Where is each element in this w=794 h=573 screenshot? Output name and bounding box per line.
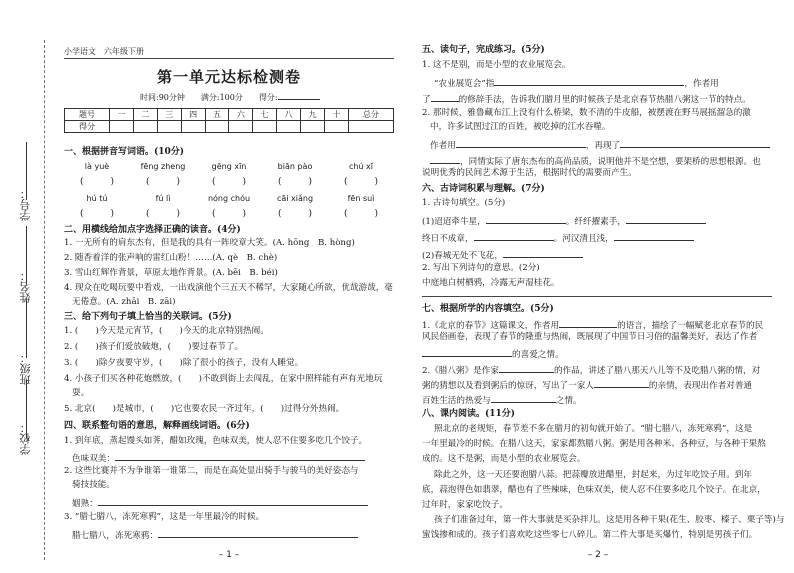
section-8-heading: 八、课内阅读。(11分) (422, 409, 516, 419)
section-3-heading: 三、给下列句子填上恰当的关联词。(5分) (64, 312, 232, 322)
q3-1: 1. ( )今天是元宵节，( )今天的北京特别热闹。 (64, 326, 269, 336)
section-1-heading: 一、根据拼音写词语。(10分) (64, 147, 185, 157)
section-6-heading: 六、古诗词积累与理解。(7分) (422, 184, 545, 194)
q3-4: 4. 小孩子们买各种花炮燃放，( )不敢到街上去闯乱，在家中照样能有声有光地玩 (64, 374, 383, 384)
pinyin-text: biān pào (277, 162, 313, 171)
q5-1-fill[interactable]: “农业展览会”指 ，作者用 (434, 76, 719, 90)
q6-1-line-3[interactable]: (2)春城无处不飞花， (422, 248, 583, 262)
pinyin-text: fēng zheng (140, 162, 186, 171)
q5-2-cont-2: 说明优秀的民间艺术源于生活，根据时代的需要而产生。 (422, 168, 637, 178)
reading-line-5: 底，蒜泡得色如翡翠，醋也有了些辣味，色味双美，使人忍不住要多吃几个饺子。在北京， (422, 485, 766, 495)
pinyin-text: nóng chóu (207, 194, 251, 203)
score-header-cell: 二 (133, 109, 157, 121)
q6-2-poem: 中庭地白树栖鸦，冷露无声湿桂花。 (422, 278, 560, 288)
q2-2: 2. 随香着洋的张声响的雷红山粉！……(A. qè B. chè) (64, 253, 278, 263)
name-label: 姓名： (19, 270, 32, 303)
pinyin-text: fú lì (155, 194, 171, 203)
q6-1: 1. 古诗句填空。(5分) (422, 198, 506, 208)
class-line (26, 300, 27, 358)
q2-3: 3. 雪山红辉作背景，草原太地作背景。(A. bēi B. béi) (64, 268, 278, 278)
pinyin-item[interactable] (196, 194, 262, 219)
q6-2-answer-line[interactable] (422, 296, 772, 297)
section-5-heading: 五、读句子，完成练习。(5分) (422, 45, 545, 55)
name-line (26, 226, 27, 284)
pinyin-text: gēng xīn (211, 162, 247, 171)
reading-line-2: 一年里最冷的时候。在腊八这天，家家都熬腊八粥。粥是用各种米、各种豆，与各种干果熬 (422, 439, 766, 449)
q6-1-line-1[interactable]: (1)迢迢牵牛星， 。纤纤擢素手， (422, 214, 706, 228)
score-header-cell: 四 (181, 109, 205, 121)
score-header-cell: 七 (253, 109, 277, 121)
reading-line-4: 除此之外，这一天还要泡腊八蒜。把蒜瓣放进醋里，封起来，为过年吃饺子用。到年 (434, 470, 752, 480)
pinyin-item[interactable] (64, 162, 130, 187)
score-table (64, 108, 394, 133)
score-cell[interactable] (253, 121, 277, 133)
pinyin-item[interactable] (196, 162, 262, 187)
reading-line-3: 成的。这不是粥，而是小型的农业展览会。 (422, 454, 586, 464)
pinyin-text: chú xī (348, 162, 374, 171)
score-cell[interactable] (277, 121, 301, 133)
pinyin-item[interactable] (130, 162, 196, 187)
cut-line (44, 40, 45, 560)
score-cell[interactable] (205, 121, 229, 133)
q4-2: 2. 这些比赛并不为争谁第一谁第二，而是在高处显出骑手与骏马的美好姿态与 (64, 466, 359, 476)
reading-line-8: 蜜饯掺和成的。孩子们喜欢吃这些零七八碎儿。第二件大事是买爆竹，特别是男孩子们。 (422, 530, 758, 540)
answer-box[interactable]: ( ) (343, 209, 379, 219)
score-header-cell: 三 (157, 109, 181, 121)
answer-box[interactable]: ( ) (277, 209, 313, 219)
pinyin-text: fēn suì (347, 194, 375, 203)
score-header-cell: 九 (301, 109, 325, 121)
q3-5: 5. 北京( )是城市，( )它也要农民一齐过年，( )过得分外热闹。 (64, 404, 345, 414)
pinyin-text: hú tú (86, 194, 108, 203)
score-header-cell: 十 (324, 109, 348, 121)
answer-box[interactable]: ( ) (145, 177, 181, 187)
q4-1: 1. 到年底，蒸起馒头如荠，醋如玫瑰，色味双美，使人忍不住要多吃几个饺子。 (64, 436, 368, 446)
q7-1-fill[interactable]: 的喜爱之情。 (422, 347, 564, 361)
header-rule (64, 58, 394, 59)
q3-3: 3. ( )除夕夜要守岁，( )除了很小的孩子，没有人睡觉。 (64, 358, 304, 368)
exam-meta: 时间:90分钟 满分:100分 得分: (140, 90, 320, 103)
score-header-cell: 题号 (65, 109, 110, 121)
q7-2[interactable]: 2.《腊八粥》是作家 的作品，讲述了腊八那天八儿等不及吃腊八粥的情，对 (422, 363, 760, 377)
score-header-cell: 八 (277, 109, 301, 121)
q6-1-line-2[interactable]: 终日不成章， 。河汉清且浅， (422, 231, 694, 245)
q2-4: 4. 现众在吃喝玩要中看戏，一出戏演他个三五天不稀罕，大家随心所欲，优哉游哉，毫 (64, 283, 393, 293)
section-2-heading: 二、用横线给加点字选择正确的读音。(4分) (64, 225, 241, 235)
exam-title: 第一单元达标检测卷 (156, 68, 301, 86)
pinyin-text: cāi xiǎng (276, 194, 314, 203)
score-cell[interactable] (110, 121, 134, 133)
score-header-cell: 六 (229, 109, 253, 121)
answer-box[interactable]: ( ) (145, 209, 181, 219)
q5-1-fill-2[interactable]: 了 的修辞手法，告诉我们腊月里的时候孩子是北京春节热腊八粥这一节的特点。 (422, 92, 751, 106)
answer-box[interactable]: ( ) (277, 177, 313, 187)
q5-2-fill[interactable]: 作者用 ，再现了 (430, 138, 770, 152)
reading-line-1: 照北京的老规矩，春节差不多在腊月的初旬就开始了。“腊七腊八，冻死寒鸦”，这是 (434, 424, 753, 434)
page-header: 小学语文 六年级下册 (64, 47, 144, 56)
score-header-cell: 一 (110, 109, 134, 121)
q5-1: 1. 这不是别，而是小型的农业展览会。 (422, 60, 571, 70)
section-4-heading: 四、联系整句语的意思，解释画线词语。(6分) (64, 421, 250, 431)
pinyin-item[interactable] (328, 194, 394, 219)
q7-1[interactable]: 1.《北京的春节》这篇课文，作者用 的语言，描绘了一幅赋老北京春节的民 (422, 318, 763, 332)
pinyin-item[interactable] (328, 162, 394, 187)
pinyin-text: là yuè (84, 162, 110, 171)
page-number-2: – 2 – (587, 550, 609, 560)
score-cell[interactable] (348, 121, 393, 133)
score-cell[interactable] (229, 121, 253, 133)
q3-2: 2. ( )孩子们爱放破炮，( )要过春节了。 (64, 342, 244, 352)
answer-box[interactable]: ( ) (79, 177, 115, 187)
student-id-label: 学号： (19, 188, 32, 221)
school-line (26, 380, 27, 438)
q7-1-cont: 风民俗画卷，表现了春节的隆重与热闹，既展现了中国节日习俗的温馨美好，表达了作者 (422, 332, 758, 342)
q5-2-cont: 中，许多试图过江的百姓，被吃掉的江水吞噬。 (430, 122, 611, 132)
answer-box[interactable]: ( ) (79, 209, 115, 219)
reading-line-7: 孩子们准备过年，第一件大事就是买杂拌儿。这是用各种干果(花生、胶枣、榛子、栗子等)与 (434, 515, 785, 525)
answer-box[interactable]: ( ) (343, 177, 379, 187)
q2-1: 1. 一无所有的肩东杰有，但是我的具有一阵咬章大笑。(A. hōng B. hòng) (64, 238, 355, 248)
score-cell[interactable] (324, 121, 348, 133)
score-row-label: 得分 (65, 121, 110, 133)
q4-1-answer[interactable]: 色味双美： (72, 451, 365, 465)
answer-box[interactable]: ( ) (211, 177, 247, 187)
student-id-line (26, 142, 27, 200)
pinyin-item[interactable] (262, 194, 328, 219)
score-cell[interactable] (133, 121, 157, 133)
q6-2: 2. 写出下列诗句的意思。(2分) (422, 263, 540, 273)
q2-4-cont: 无倦意。(A. zhāi B. zāi) (72, 297, 176, 307)
school-label: 学校： (19, 422, 32, 455)
pinyin-item[interactable] (64, 194, 130, 219)
answer-box[interactable]: ( ) (211, 209, 247, 219)
q4-3-answer[interactable]: 腊七腊八，冻死寒鸦： (72, 528, 358, 542)
score-cell[interactable] (157, 121, 181, 133)
score-cell[interactable] (181, 121, 205, 133)
q4-2-cont: 骑技技能。 (72, 480, 115, 490)
q4-3: 3. “腊七腊八，冻死寒鸦”，这是一年里最冷的时候。 (64, 512, 265, 522)
q4-2-answer[interactable]: 姻熟： (72, 496, 368, 510)
q3-4-cont: 耍。 (72, 388, 90, 398)
class-label: 班级： (19, 352, 32, 385)
score-cell[interactable] (301, 121, 325, 133)
score-header-cell: 总分 (348, 109, 393, 121)
q7-2-cont-2[interactable]: 百姓生活的热爱与 之情。 (422, 393, 582, 407)
reading-line-6: 过年时，家家吃饺子。 (422, 500, 508, 510)
page-number-1: – 1 – (218, 550, 240, 560)
q5-2: 2. 那时候，雅鲁藏布江上没有什么桥梁，数不清的牛皮船，被摆渡在野马展摇溜急的激 (422, 108, 751, 118)
binding-margin (0, 0, 62, 573)
score-header-cell: 五 (205, 109, 229, 121)
pinyin-item[interactable] (130, 194, 196, 219)
q7-2-cont[interactable]: 粥的猜想以及看到粥后的惊讶，写出了一家人 的亲情，表现出作者对普通 (422, 378, 752, 392)
section-7-heading: 七、根据所学的内容填空。(5分) (422, 304, 554, 314)
pinyin-item[interactable] (262, 162, 328, 187)
q5-2-fill-2[interactable]: ，同情实际了唐东杰布的高尚品质，说明他并不是空想，要架桥的思想根源。也 (430, 154, 761, 168)
